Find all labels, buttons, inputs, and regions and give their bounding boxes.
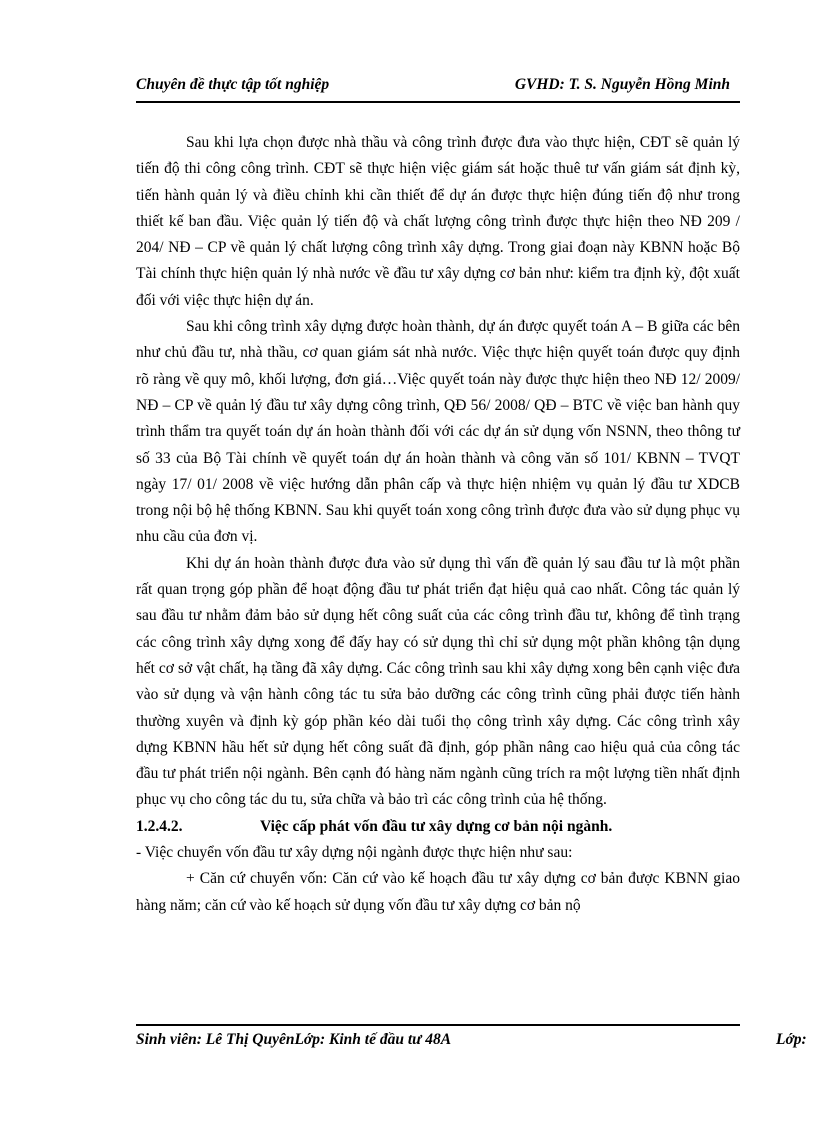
page-header <box>136 76 740 98</box>
section-heading <box>136 814 740 840</box>
section-title: Việc cấp phát vốn đầu tư xây dựng cơ bản nội ngành. <box>260 817 613 835</box>
plus-list-item: + Căn cứ chuyển vốn: Căn cứ vào kế hoạch đầu tư xây dựng cơ bản được KBNN giao hàng năm; căn cứ vào kế hoạch sử dụng vốn đầu tư xây dựng cơ bản nộ <box>136 870 740 914</box>
header-rule <box>136 101 740 103</box>
header-title: Chuyên đề thực tập tốt nghiệp <box>136 76 330 93</box>
header-advisor: GVHD: T. S. Nguyễn Hồng Minh <box>514 76 730 93</box>
paragraph-progress-management: Sau khi lựa chọn được nhà thầu và công trình được đưa vào thực hiện, CĐT sẽ quản lý tiến độ thi công công trình. CĐT sẽ thực hiện việc giám sát hoặc thuê tư vấn giám sát định kỳ, tiến hành quản lý và điều chỉnh khi cần thiết để dự án được thực hiện đúng tiến độ như trong thiết kế ban đầu. Việc quản lý tiến độ và chất lượng công trình được thực hiện theo NĐ 209 / 204/ NĐ – CP về quản lý chất lượng công trình xây dựng. Trong giai đoạn này KBNN hoặc Bộ Tài chính thực hiện quản lý nhà nước về đầu tư xây dựng cơ bản như: kiểm tra định kỳ, đột xuất đối với việc thực hiện dự án. <box>136 134 740 309</box>
section-number: 1.2.4.2. <box>136 817 183 835</box>
paragraph-settlement: Sau khi công trình xây dựng được hoàn thành, dự án được quyết toán A – B giữa các bên như chủ đầu tư, nhà thầu, cơ quan giám sát nhà nước. Việc thực hiện quyết toán được quy định rõ ràng về quy mô, khối lượng, đơn giá…Việc quyết toán này được thực hiện theo NĐ 12/ 2009/ NĐ – CP về quản lý đầu tư xây dựng công trình, QĐ 56/ 2008/ QĐ – BTC về việc ban hành quy trình thẩm tra quyết toán dự án hoàn thành đối với các dự án sử dụng vốn NSNN, theo thông tư số 33 của Bộ Tài chính về quyết toán dự án hoàn thành và công văn số 101/ KBNN – TVQT ngày 17/ 01/ 2008 về việc hướng dẫn phân cấp và thực hiện nhiệm vụ quản lý đầu tư XDCB trong nội bộ hệ thống KBNN. Sau khi quyết toán xong công trình được đưa vào sử dụng phục vụ nhu cầu của đơn vị. <box>136 318 740 546</box>
page-footer <box>136 1031 816 1053</box>
footer-rule <box>136 1024 740 1026</box>
paragraph-post-investment: Khi dự án hoàn thành được đưa vào sử dụng thì vấn đề quản lý sau đầu tư là một phần rất quan trọng góp phần để hoạt động đầu tư phát triển đạt hiệu quả cao nhất. Công tác quản lý sau đầu tư nhằm đảm bảo sử dụng hết công suất của các công trình đầu tư, không để tình trạng các công trình xây dựng xong để đấy hay có sử dụng thì chỉ sử dụng một phần không tận dụng hết cơ sở vật chất, hạ tầng đã xây dựng. Các công trình sau khi xây dựng xong bên cạnh việc đưa vào sử dụng và vận hành công tác tu sửa bảo dưỡng các công trình cũng phải được tiến hành thường xuyên và định kỳ góp phần kéo dài tuổi thọ công trình xây dựng. Các công trình xây dựng KBNN hầu hết sử dụng hết công suất đã định, góp phần nâng cao hiệu quả của công tác đầu tư phát triển nội ngành. Bên cạnh đó hàng năm ngành cũng trích ra một lượng tiền nhất định phục vụ cho công tác du tu, sửa chữa và bảo trì các công trình của hệ thống. <box>136 554 740 809</box>
dash-list-item: - Việc chuyển vốn đầu tư xây dựng nội ngành được thực hiện như sau: <box>136 844 573 862</box>
footer-student: Sinh viên: Lê Thị QuyênLớp: Kinh tế đầu tư 48A <box>136 1031 452 1048</box>
document-body <box>136 130 740 919</box>
footer-class: Lớp: <box>776 1031 807 1048</box>
